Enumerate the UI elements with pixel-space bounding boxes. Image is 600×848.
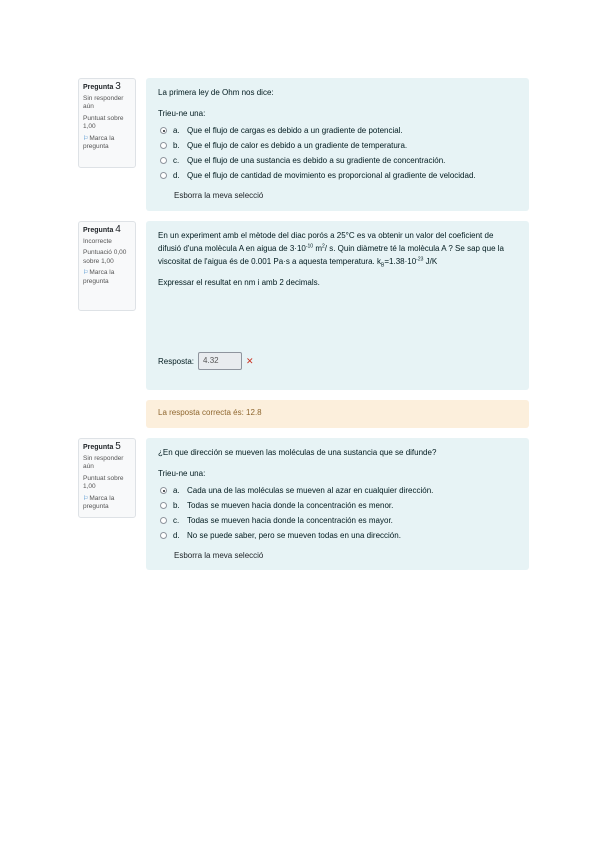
option-c[interactable]: c. Que el flujo de una sustancia es debido a su gradiente de concentración. xyxy=(158,153,517,168)
radio-icon[interactable] xyxy=(160,172,167,179)
question-status: Sin responder aún xyxy=(83,454,124,470)
question-status: Sin responder aún xyxy=(83,94,124,110)
question-5-info xyxy=(78,438,136,518)
option-d[interactable]: d. No se puede saber, pero se mueven todas en una dirección. xyxy=(158,528,517,543)
answer-row xyxy=(158,352,517,370)
option-a[interactable]: a. Que el flujo de cargas es debido a un gradiente de potencial. xyxy=(158,123,517,138)
question-3-info xyxy=(78,78,136,168)
question-prompt: En un experiment amb el mètode del diac porós a 25°C es va obtenir un valor del coeficient de difusió d'una molècula A en aigua de $3\cdot 10^{-10}$ $m^2/$ s. Quin diàmetre té la molècula A ? Se sap que la viscositat de l'aigua és de 0.001 Pa·s a aquesta temperatura. $k_B=1.38\cdot 10^{-23}$ J/K xyxy=(158,231,504,269)
question-grade: Puntuat sobre 1,00 xyxy=(83,474,124,490)
question-number: Pregunta 5 xyxy=(83,441,121,452)
radio-icon[interactable] xyxy=(160,502,167,509)
question-number: Pregunta 4 xyxy=(83,224,121,235)
question-grade: Puntuació 0,00 sobre 1,00 xyxy=(83,249,127,265)
question-prompt: La primera ley de Ohm nos dice: xyxy=(158,88,274,97)
answer-input[interactable]: 4.32 xyxy=(198,352,242,370)
option-b[interactable]: b. Que el flujo de calor es debido a un gradiente de temperatura. xyxy=(158,138,517,153)
radio-checked-icon[interactable] xyxy=(160,127,167,134)
question-status: Incorrecte xyxy=(83,237,112,245)
clear-selection-link[interactable]: Esborra la meva selecció xyxy=(174,551,264,560)
answer-field-label: Resposta: xyxy=(158,356,195,366)
flag-question-link[interactable]: ⚐Marca la pregunta xyxy=(83,134,115,150)
clear-selection-link[interactable]: Esborra la meva selecció xyxy=(174,191,264,200)
question-instructions: Expressar el resultat en nm i amb 2 decimals. xyxy=(158,278,320,287)
option-d[interactable]: d. Que el flujo de cantidad de movimiento es proporcional al gradiente de velocidad. xyxy=(158,168,517,183)
option-a[interactable]: a. Cada una de las moléculas se mueven al azar en cualquier dirección. xyxy=(158,483,517,498)
flag-question-link[interactable]: ⚐Marca la pregunta xyxy=(83,494,115,510)
question-3-content xyxy=(146,78,529,211)
radio-icon[interactable] xyxy=(160,532,167,539)
radio-icon[interactable] xyxy=(160,517,167,524)
radio-icon[interactable] xyxy=(160,157,167,164)
option-b[interactable]: b. Todas se mueven hacia donde la concentración es menor. xyxy=(158,498,517,513)
radio-checked-icon[interactable] xyxy=(160,487,167,494)
flag-icon: ⚐ xyxy=(83,135,89,142)
question-4-info xyxy=(78,221,136,311)
answer-label: Trieu-ne una: xyxy=(158,469,206,478)
incorrect-icon: ✕ xyxy=(246,355,254,366)
flag-icon: ⚐ xyxy=(83,495,89,502)
flag-question-link[interactable]: ⚐Marca la pregunta xyxy=(83,269,115,285)
option-c[interactable]: c. Todas se mueven hacia donde la concentración es mayor. xyxy=(158,513,517,528)
question-5-content xyxy=(146,438,529,570)
flag-icon: ⚐ xyxy=(83,270,89,276)
correct-answer-feedback: La resposta correcta és: 12.8 xyxy=(146,400,529,428)
question-grade: Puntuat sobre 1,00 xyxy=(83,114,124,130)
question-4-content xyxy=(146,221,529,390)
radio-icon[interactable] xyxy=(160,142,167,149)
question-prompt: ¿En que dirección se mueven las moléculas de una sustancia que se difunde? xyxy=(158,448,437,457)
answer-label: Trieu-ne una: xyxy=(158,109,206,118)
question-number: Pregunta 3 xyxy=(83,81,121,92)
